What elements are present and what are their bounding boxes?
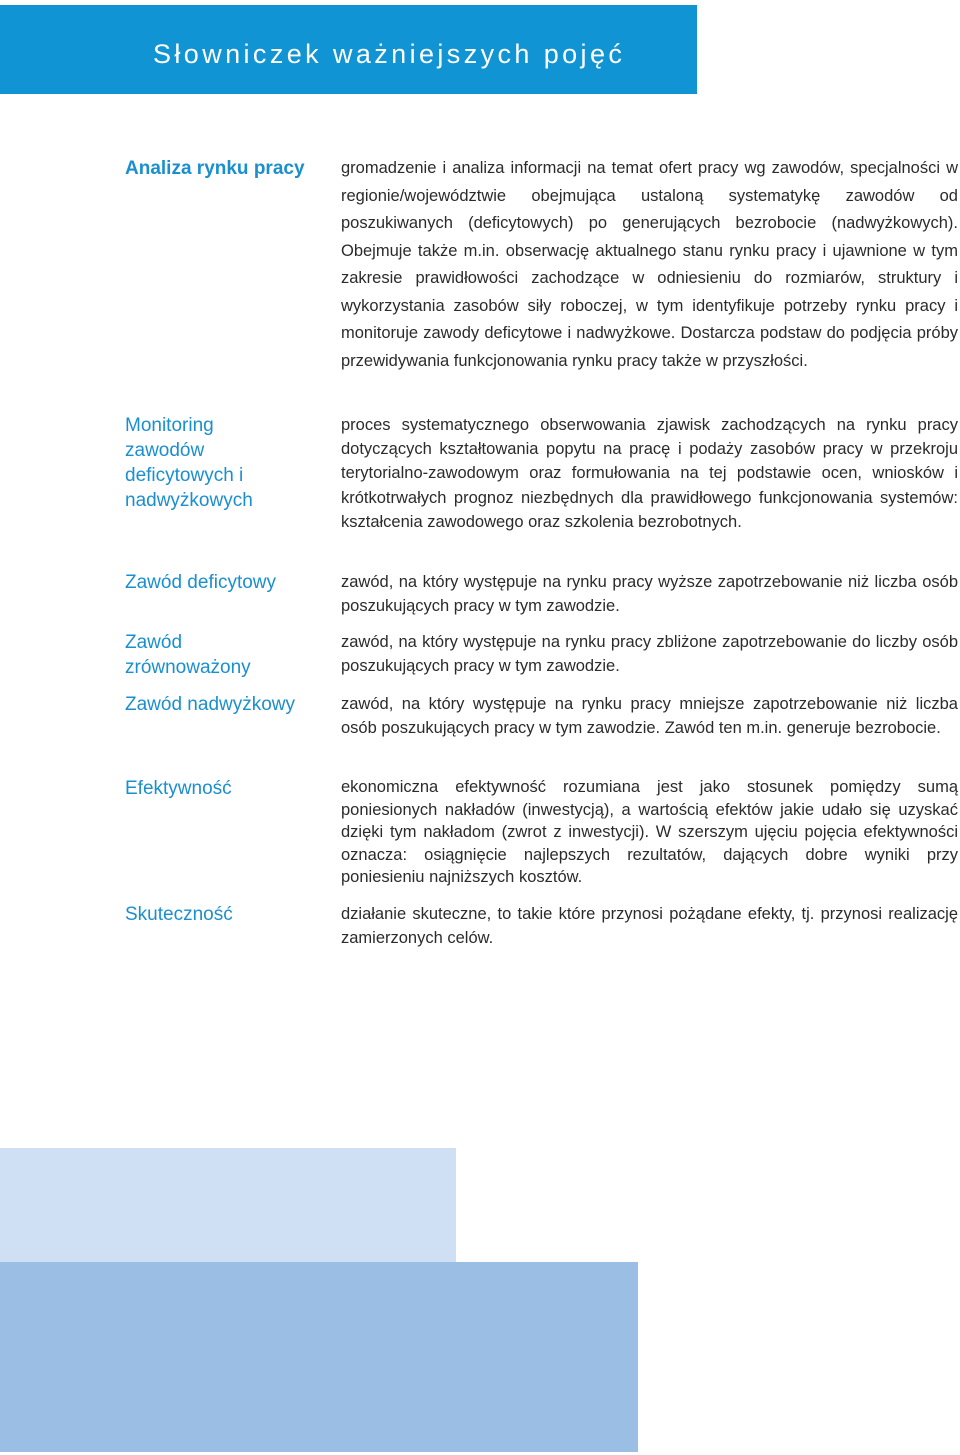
definition-zawod-nadwyzkowy: zawód, na który występuje na rynku pracy mniejsze zapotrzebowanie niż liczba osób poszukujących pracy w tym zawodzie. Zawód ten m.in. generuje bezrobocie. — [341, 695, 958, 738]
footer-decor-mid — [0, 1262, 638, 1452]
term-skutecznosc: Skuteczność — [125, 904, 233, 925]
page-title: Słowniczek ważniejszych pojęć — [153, 39, 626, 69]
definition-skutecznosc: działanie skuteczne, to takie które przynosi pożądane efekty, tj. przynosi realizację zamierzonych celów. — [341, 905, 958, 948]
definition-efektywnosc: ekonomiczna efektywność rozumiana jest jako stosunek pomiędzy sumą poniesionych nakładów (inwestycją), a wartością efektów jakie udało się uzyskać dzięki tym nakładom (zwrot z inwestycji). W szerszym ujęciu pojęcia efektywności oznacza: osiągnięcie najlepszych rezultatów, dających dobre wyniki przy poniesieniu najniższych kosztów. — [341, 778, 958, 887]
definition-analiza-rynku-pracy: gromadzenie i analiza informacji na temat ofert pracy wg zawodów, specjalności w regionie/województwie obejmująca ustaloną systematykę zawodów od poszukiwanych (deficytowych) po generujących bezrobocie (nadwyżkowych). Obejmuje także m.in. obserwację aktualnego stanu rynku pracy i ujawnione w tym zakresie prawidłowości zachodzące w odniesieniu do rozmiarów, struktury i wykorzystania zasobów siły roboczej, w tym identyfikuje potrzeby rynku pracy i monitoruje zawody deficytowe i nadwyżkowe. Dostarcza podstaw do podjęcia próby przewidywania funkcjonowania rynku pracy także w przyszłości. — [341, 159, 958, 370]
definition-zawod-deficytowy: zawód, na który występuje na rynku pracy wyższe zapotrzebowanie niż liczba osób poszukujących pracy w tym zawodzie. — [341, 573, 958, 616]
term-zawod-deficytowy: Zawód deficytowy — [125, 572, 277, 593]
definition-monitoring: proces systematycznego obserwowania zjawisk zachodzących na rynku pracy dotyczących kształtowania popytu na pracę i podaży zasobów pracy w przekroju terytorialno-zawodowym oraz formułowania na tej podstawie ocen, wniosków i krótkotrwałych prognoz niezbędnych dla prawidłowego funkcjonowania systemów: kształcenia zawodowego oraz szkolenia bezrobotnych. — [341, 416, 958, 531]
term-efektywnosc: Efektywność — [125, 778, 232, 799]
header-bar — [0, 5, 697, 94]
term-zawod-zrownowazony: Zawód zrównoważony — [125, 632, 251, 678]
term-monitoring: Monitoring zawodów deficytowych i nadwyżkowych — [125, 415, 253, 511]
definition-zawod-zrownowazony: zawód, na który występuje na rynku pracy zbliżone zapotrzebowanie do liczby osób poszukujących pracy w tym zawodzie. — [341, 633, 958, 676]
footer-decor-light — [0, 1148, 456, 1262]
term-zawod-nadwyzkowy: Zawód nadwyżkowy — [125, 694, 296, 715]
term-analiza-rynku-pracy: Analiza rynku pracy — [125, 158, 305, 179]
